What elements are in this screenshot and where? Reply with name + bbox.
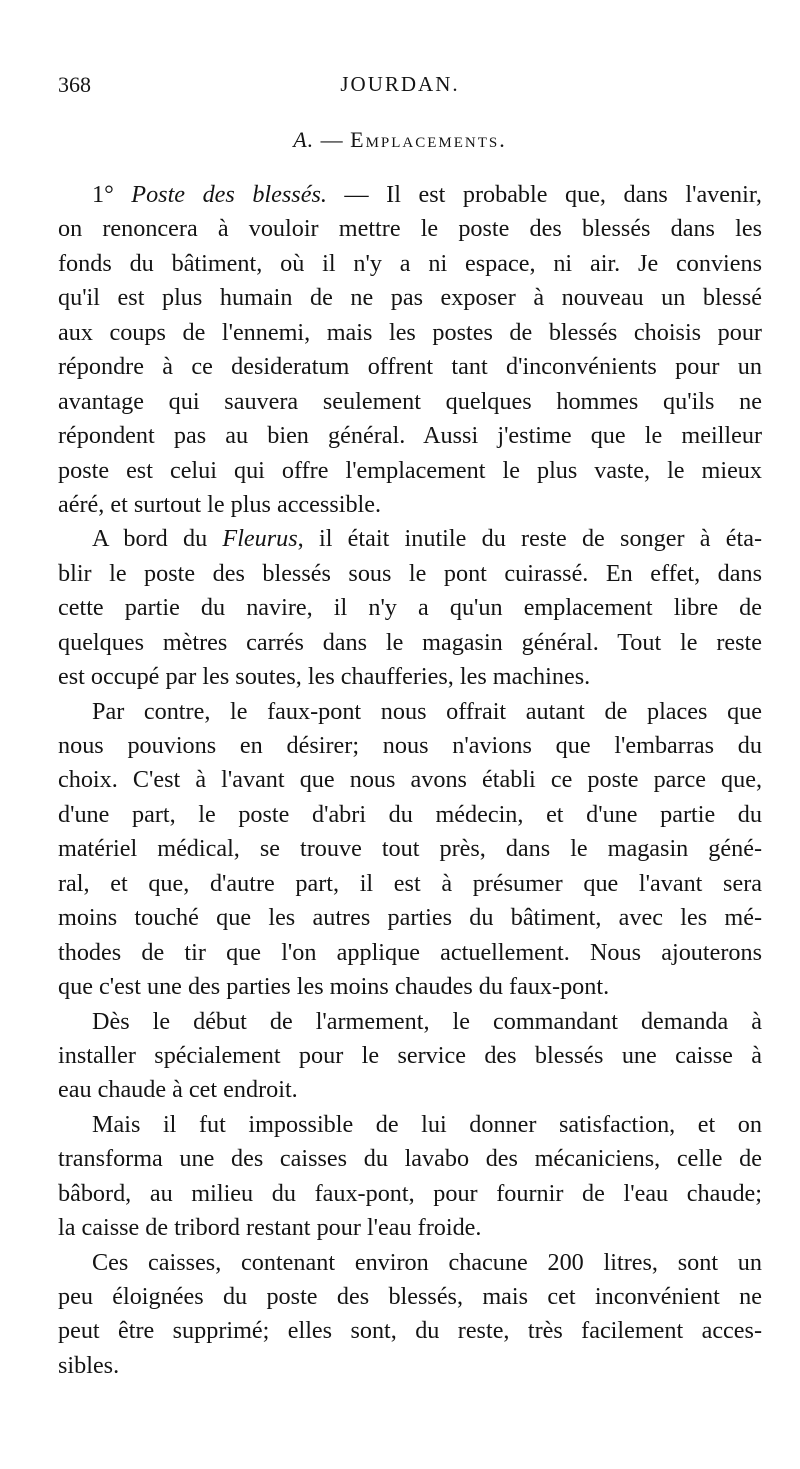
text-line: bâbord, au milieu du faux-pont, pour fournir de l'eau chaude; [58,1179,762,1207]
text-line: Ces caisses, contenant environ chacune 200 litres, sont un [92,1248,762,1276]
text-line: répondent pas au bien général. Aussi j'estime que le meilleur [58,422,762,450]
text-line: peu éloignées du poste des blessés, mais cet inconvénient ne [58,1283,762,1310]
paragraph [58,1005,762,1108]
text-line: peut être supprimé; elles sont, du reste, très facilement acces- [58,1317,762,1345]
text-line: que c'est une des parties les moins chaudes du faux-pont. [58,973,610,1001]
text-line: matériel médical, se trouve tout près, dans le magasin géné- [58,835,762,863]
text-line: blir le poste des blessés sous le pont cuirassé. En effet, dans [58,559,762,587]
paragraph [58,522,762,694]
text-line: Mais il fut impossible de lui donner satisfaction, et on [92,1110,762,1138]
text-line: sibles. [58,1351,120,1379]
text-line: installer spécialement pour le service des blessés une caisse à [58,1041,762,1069]
text-line: répondre à ce desideratum offrent tant d'inconvénients pour un [58,353,762,381]
running-head: JOURDAN. [340,72,460,96]
text-line: poste est celui qui offre l'emplacement le plus vaste, le mieux [58,456,762,484]
text-line: d'une part, le poste d'abri du médecin, et d'une partie du [58,800,762,828]
text-line: eau chaude à cet endroit. [58,1076,298,1104]
text-line: Par contre, le faux-pont nous offrait autant de places que [92,697,762,725]
text-line: aéré, et surtout le plus accessible. [58,490,382,518]
text-line: transforma une des caisses du lavabo des mécaniciens, celle de [58,1145,762,1173]
text-line: ral, et que, d'autre part, il est à présumer que l'avant sera [58,869,762,897]
section-dash: — [320,127,344,152]
paragraph [58,1108,762,1246]
text-line: 1° Poste des blessés. — Il est probable que, dans l'avenir, [92,181,762,208]
paragraph [58,1246,762,1384]
text-line: moins touché que les autres parties du bâtiment, avec les mé- [58,904,762,932]
text-line: choix. C'est à l'avant que nous avons établi ce poste parce que, [58,766,762,794]
text-line: aux coups de l'ennemi, mais les postes de blessés choisis pour [58,318,762,346]
body-text [58,178,762,1383]
paragraph [58,178,762,522]
text-line: thodes de tir que l'on applique actuellement. Nous ajouterons [58,938,762,966]
page-header [58,72,742,106]
text-line: cette partie du navire, il n'y a qu'un emplacement libre de [58,594,762,622]
text-line: est occupé par les soutes, les chaufferies, les machines. [58,663,591,691]
text-line: Dès le début de l'armement, le commandant demanda à [92,1007,762,1035]
page-number: 368 [58,72,91,97]
text-line: la caisse de tribord restant pour l'eau froide. [58,1214,482,1242]
text-line: quelques mètres carrés dans le magasin général. Tout le reste [58,628,762,656]
section-heading [0,127,800,153]
paragraph [58,695,762,1005]
text-line: fonds du bâtiment, où il n'y a ni espace, ni air. Je conviens [58,249,762,277]
section-letter: A. [293,127,315,152]
text-line: qu'il est plus humain de ne pas exposer à nouveau un blessé [58,284,762,312]
text-line: nous pouvions en désirer; nous n'avions que l'embarras du [58,732,762,759]
text-line: avantage qui sauvera seulement quelques hommes qu'ils ne [58,387,762,415]
text-line: A bord du Fleurus, il était inutile du reste de songer à éta- [92,525,762,553]
section-title: Emplacements. [350,127,507,152]
text-line: on renoncera à vouloir mettre le poste des blessés dans les [58,215,762,243]
